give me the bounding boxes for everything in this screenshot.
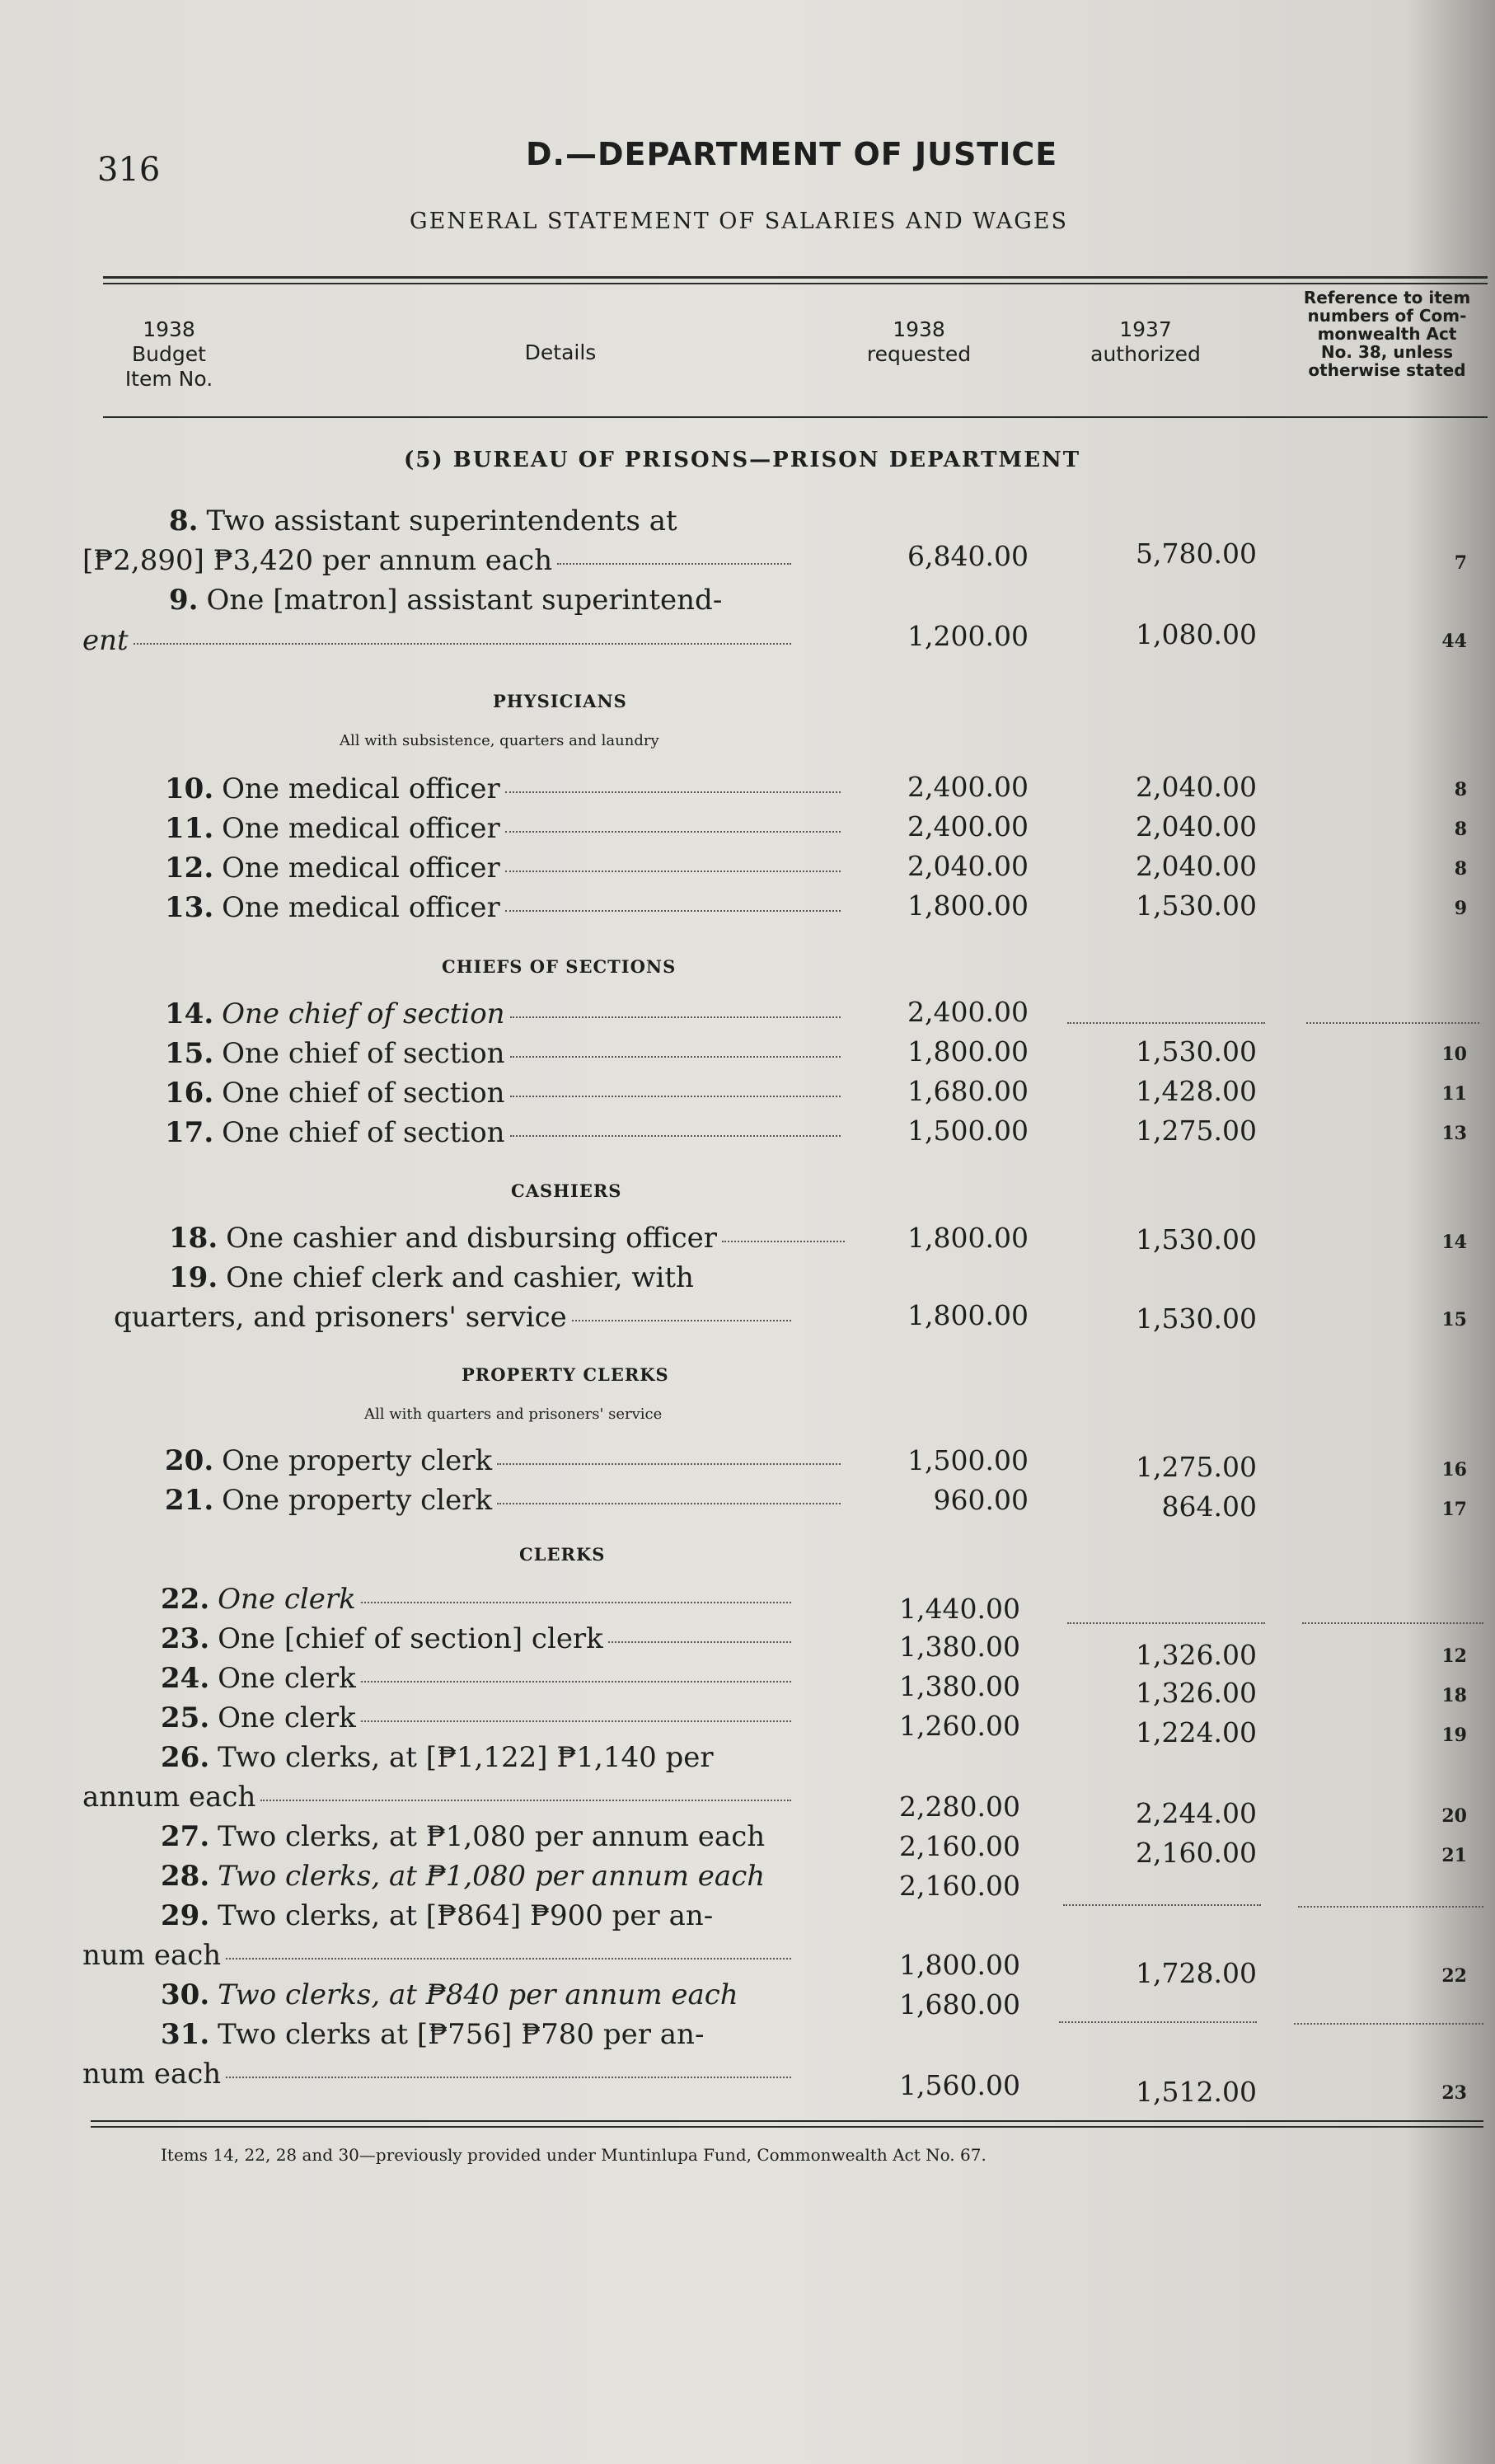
item-26-line-1 [161, 1741, 791, 1774]
item-17-number: 17. [165, 1116, 214, 1149]
item-26-authorized: 2,244.00 [1136, 1797, 1257, 1829]
col-header-authorized-2: authorized [1090, 342, 1201, 366]
group-physicians: PHYSICIANS [493, 691, 627, 711]
item-13-requested: 1,800.00 [907, 889, 1029, 922]
item-8-text-1: Two assistant superintendents at [206, 505, 677, 537]
item-27-number: 27. [161, 1820, 210, 1853]
item-20-requested: 1,500.00 [907, 1444, 1029, 1476]
item-24-text: One clerk [218, 1662, 356, 1695]
item-16-number: 16. [165, 1077, 214, 1110]
item-15-requested: 1,800.00 [907, 1035, 1029, 1068]
item-11 [165, 812, 841, 845]
item-20 [165, 1444, 841, 1477]
col-header-reference-2: numbers of Com- [1307, 306, 1467, 326]
item-22-number: 22. [161, 1583, 210, 1616]
item-8-number: 8. [169, 505, 199, 537]
item-23-ref: 12 [1441, 1645, 1467, 1667]
item-31-line-1 [161, 2018, 791, 2051]
item-19-number: 19. [169, 1261, 218, 1294]
item-17-ref: 13 [1441, 1123, 1467, 1144]
item-27-authorized: 2,160.00 [1136, 1837, 1257, 1869]
item-19-text-1: One chief clerk and cashier, with [226, 1261, 694, 1294]
item-18-authorized: 1,530.00 [1136, 1223, 1257, 1255]
item-8-requested: 6,840.00 [907, 540, 1029, 572]
item-19-text-2: quarters, and prisoners' service [114, 1301, 567, 1334]
item-10-requested: 2,400.00 [907, 771, 1029, 803]
col-header-item-no-3: Item No. [124, 367, 213, 391]
item-19-line-1 [169, 1261, 845, 1294]
item-30-text: Two clerks, at ₱840 per annum each [218, 1978, 738, 2011]
item-19-requested: 1,800.00 [907, 1299, 1029, 1331]
col-header-item-no [99, 317, 239, 392]
item-28-number: 28. [161, 1860, 210, 1893]
item-18 [169, 1222, 845, 1255]
col-header-reference [1276, 289, 1495, 379]
item-11-authorized: 2,040.00 [1136, 810, 1257, 842]
item-10-number: 10. [165, 772, 214, 805]
col-header-requested-2: requested [866, 342, 972, 366]
item-9-authorized: 1,080.00 [1136, 618, 1257, 650]
item-19-line-2 [114, 1301, 791, 1334]
item-27-ref: 21 [1441, 1845, 1467, 1866]
item-13-ref: 9 [1454, 898, 1467, 919]
col-header-details: Details [524, 340, 597, 364]
item-21 [165, 1484, 841, 1517]
item-15 [165, 1037, 841, 1070]
footer-rule-2 [91, 2126, 1483, 2128]
item-27-text: Two clerks, at ₱1,080 per annum each [218, 1820, 766, 1853]
item-31-ref: 23 [1441, 2082, 1467, 2104]
item-15-number: 15. [165, 1037, 214, 1070]
col-header-requested [845, 317, 993, 367]
item-23-text: One [chief of section] clerk [218, 1622, 603, 1655]
item-29-requested: 1,800.00 [899, 1949, 1020, 1981]
item-8-authorized: 5,780.00 [1136, 537, 1257, 570]
item-8-ref: 7 [1454, 552, 1467, 574]
item-10-text: One medical officer [222, 772, 500, 805]
footnote: Items 14, 22, 28 and 30—previously provided under Muntinlupa Fund, Commonwealth Act No. 67. [161, 2145, 987, 2165]
group-property-note: All with quarters and prisoners' service [364, 1406, 663, 1423]
item-20-ref: 16 [1441, 1459, 1467, 1481]
item-11-number: 11. [165, 812, 214, 845]
item-8-line-1 [169, 505, 791, 537]
item-10-authorized: 2,040.00 [1136, 771, 1257, 803]
col-header-item-no-1: 1938 [143, 317, 195, 341]
item-24 [161, 1662, 791, 1695]
page-subtitle: GENERAL STATEMENT OF SALARIES AND WAGES [410, 209, 1068, 234]
item-21-ref: 17 [1441, 1499, 1467, 1520]
item-19-ref: 15 [1441, 1309, 1467, 1331]
col-header-authorized [1071, 317, 1220, 367]
item-28-authorized-blank [1063, 1904, 1261, 1906]
item-13-text: One medical officer [222, 891, 500, 924]
item-19-authorized: 1,530.00 [1136, 1302, 1257, 1335]
item-14-authorized-blank [1067, 1022, 1265, 1024]
item-13 [165, 891, 841, 924]
item-31-authorized: 1,512.00 [1136, 2076, 1257, 2108]
item-29-line-2 [82, 1939, 791, 1972]
header-rule-top [103, 276, 1488, 279]
item-9-line-1 [169, 584, 845, 617]
item-17-text: One chief of section [222, 1116, 505, 1149]
section-title: (5) BUREAU OF PRISONS—PRISON DEPARTMENT [404, 448, 1081, 472]
group-property-clerks: PROPERTY CLERKS [462, 1364, 669, 1385]
group-chiefs-of-sections: CHIEFS OF SECTIONS [442, 956, 677, 977]
item-13-authorized: 1,530.00 [1136, 889, 1257, 922]
item-9-text-2: ent [82, 624, 129, 657]
item-16 [165, 1077, 841, 1110]
item-31-text-2: num each [82, 2058, 222, 2091]
item-24-authorized: 1,326.00 [1136, 1677, 1257, 1709]
item-21-requested: 960.00 [933, 1484, 1029, 1516]
item-14-requested: 2,400.00 [907, 996, 1029, 1028]
item-25-authorized: 1,224.00 [1136, 1716, 1257, 1748]
item-29-line-1 [161, 1899, 791, 1932]
item-13-number: 13. [165, 891, 214, 924]
item-28-text: Two clerks, at ₱1,080 per annum each [218, 1860, 766, 1893]
group-physicians-note: All with subsistence, quarters and laundry [340, 732, 659, 749]
item-24-number: 24. [161, 1662, 210, 1695]
item-31-number: 31. [161, 2018, 210, 2051]
item-14-number: 14. [165, 997, 214, 1030]
item-9-text-1: One [matron] assistant superintend- [206, 584, 723, 617]
item-30-requested: 1,680.00 [899, 1988, 1020, 2020]
item-22-ref-blank [1302, 1622, 1483, 1624]
header-rule-bottom [103, 416, 1488, 418]
item-23-number: 23. [161, 1622, 210, 1655]
item-30-number: 30. [161, 1978, 210, 2011]
item-24-requested: 1,380.00 [899, 1670, 1020, 1702]
item-26-text-2: annum each [82, 1781, 256, 1814]
item-28-ref-blank [1298, 1906, 1483, 1908]
group-cashiers: CASHIERS [511, 1180, 622, 1201]
item-22 [161, 1583, 791, 1616]
item-11-requested: 2,400.00 [907, 810, 1029, 842]
item-24-ref: 18 [1441, 1685, 1467, 1706]
item-22-text: One clerk [218, 1583, 356, 1616]
item-14-text: One chief of section [222, 997, 505, 1030]
item-31-text-1: Two clerks at [₱756] ₱780 per an- [218, 2018, 705, 2051]
item-22-authorized-blank [1067, 1622, 1265, 1624]
department-title: D.—DEPARTMENT OF JUSTICE [526, 136, 1058, 172]
col-header-authorized-1: 1937 [1119, 317, 1172, 341]
item-12 [165, 852, 841, 885]
item-20-number: 20. [165, 1444, 214, 1477]
item-20-authorized: 1,275.00 [1136, 1451, 1257, 1483]
item-8-line-2 [82, 544, 791, 577]
item-14-ref-blank [1306, 1022, 1479, 1024]
footer-rule [91, 2120, 1483, 2122]
item-26-line-2 [82, 1781, 791, 1814]
item-25-text: One clerk [218, 1701, 356, 1734]
page-number: 316 [97, 151, 161, 189]
item-25-requested: 1,260.00 [899, 1710, 1020, 1742]
item-26-number: 26. [161, 1741, 210, 1774]
item-12-ref: 8 [1454, 858, 1467, 880]
item-12-authorized: 2,040.00 [1136, 850, 1257, 882]
item-12-requested: 2,040.00 [907, 850, 1029, 882]
item-16-text: One chief of section [222, 1077, 505, 1110]
item-29-number: 29. [161, 1899, 210, 1932]
item-12-number: 12. [165, 852, 214, 885]
item-20-text: One property clerk [222, 1444, 493, 1477]
item-9-line-2 [82, 624, 791, 657]
item-10 [165, 772, 841, 805]
item-25-number: 25. [161, 1701, 210, 1734]
item-18-ref: 14 [1441, 1232, 1467, 1253]
item-25 [161, 1701, 791, 1734]
item-27 [161, 1820, 791, 1853]
item-31-requested: 1,560.00 [899, 2069, 1020, 2101]
item-28-requested: 2,160.00 [899, 1870, 1020, 1902]
col-header-reference-1: Reference to item [1303, 288, 1471, 307]
item-23-requested: 1,380.00 [899, 1631, 1020, 1663]
item-26-requested: 2,280.00 [899, 1791, 1020, 1823]
col-header-reference-3: monwealth Act [1317, 324, 1457, 344]
item-21-number: 21. [165, 1484, 214, 1517]
item-30-authorized-blank [1059, 2021, 1257, 2023]
item-16-ref: 11 [1441, 1083, 1467, 1105]
item-12-text: One medical officer [222, 852, 500, 885]
item-11-ref: 8 [1454, 819, 1467, 840]
item-21-authorized: 864.00 [1161, 1490, 1257, 1523]
item-10-ref: 8 [1454, 779, 1467, 800]
item-15-authorized: 1,530.00 [1136, 1035, 1257, 1068]
header-rule-top-2 [103, 283, 1488, 284]
item-8-text-2: [₱2,890] ₱3,420 per annum each [82, 544, 553, 577]
item-18-requested: 1,800.00 [907, 1222, 1029, 1254]
item-18-text: One cashier and disbursing officer [226, 1222, 718, 1255]
item-28 [161, 1860, 791, 1893]
col-header-item-no-2: Budget [132, 342, 206, 366]
item-26-text-1: Two clerks, at [₱1,122] ₱1,140 per [218, 1741, 714, 1774]
item-27-requested: 2,160.00 [899, 1830, 1020, 1862]
item-30 [161, 1978, 791, 2011]
item-29-authorized: 1,728.00 [1136, 1957, 1257, 1989]
item-30-ref-blank [1294, 2023, 1483, 2025]
item-26-ref: 20 [1441, 1805, 1467, 1827]
item-9-number: 9. [169, 584, 199, 617]
col-header-reference-4: No. 38, unless [1320, 342, 1454, 362]
item-22-requested: 1,440.00 [899, 1593, 1020, 1625]
item-29-text-2: num each [82, 1939, 222, 1972]
item-17-requested: 1,500.00 [907, 1115, 1029, 1147]
item-25-ref: 19 [1441, 1725, 1467, 1746]
item-29-ref: 22 [1441, 1965, 1467, 1987]
item-29-text-1: Two clerks, at [₱864] ₱900 per an- [218, 1899, 714, 1932]
item-21-text: One property clerk [222, 1484, 493, 1517]
item-23-authorized: 1,326.00 [1136, 1639, 1257, 1671]
item-17 [165, 1116, 841, 1149]
item-9-requested: 1,200.00 [907, 620, 1029, 652]
item-14 [165, 997, 841, 1030]
item-18-number: 18. [169, 1222, 218, 1255]
item-16-authorized: 1,428.00 [1136, 1075, 1257, 1107]
item-17-authorized: 1,275.00 [1136, 1115, 1257, 1147]
col-header-reference-5: otherwise stated [1308, 360, 1466, 380]
item-11-text: One medical officer [222, 812, 500, 845]
item-31-line-2 [82, 2058, 791, 2091]
item-16-requested: 1,680.00 [907, 1075, 1029, 1107]
item-23 [161, 1622, 791, 1655]
col-header-requested-1: 1938 [893, 317, 945, 341]
group-clerks: CLERKS [519, 1544, 606, 1565]
item-9-ref: 44 [1441, 631, 1467, 652]
item-15-text: One chief of section [222, 1037, 505, 1070]
item-15-ref: 10 [1441, 1044, 1467, 1065]
